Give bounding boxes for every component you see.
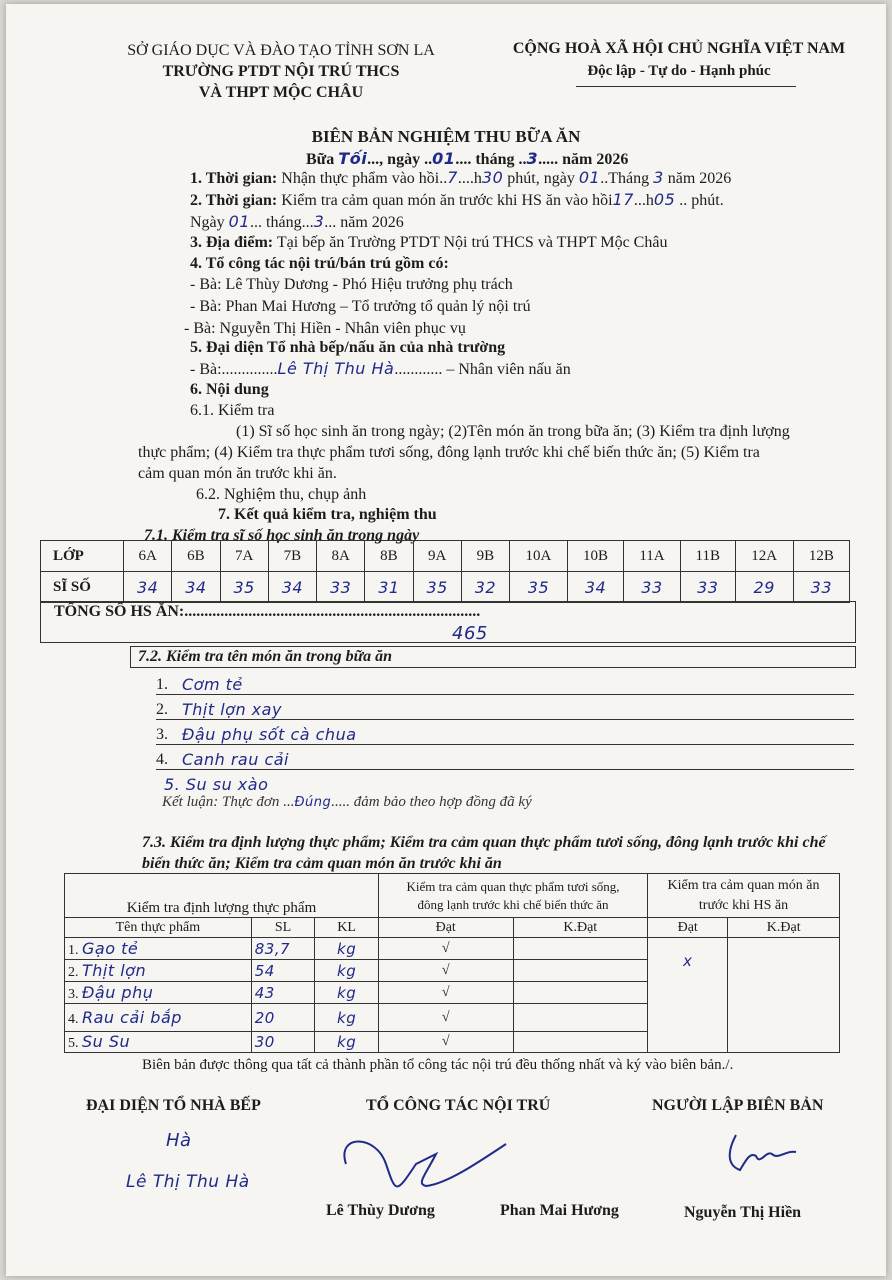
- row-number: 1.: [68, 942, 79, 958]
- org-line2: TRƯỜNG PTDT NỘI TRÚ THCS: [162, 63, 400, 80]
- food-pass: √: [378, 982, 513, 1004]
- hour-unit: h: [473, 170, 482, 187]
- class-cell: 8A: [317, 541, 365, 572]
- section-2-label: 2. Thời gian:: [190, 192, 278, 209]
- section-6-label: 6. Nội dung: [190, 381, 269, 398]
- class-count-table: [40, 540, 850, 603]
- section-1-label: 1. Thời gian:: [190, 170, 278, 187]
- food-kl: kg: [315, 982, 379, 1004]
- header-fail: K.Đạt: [513, 918, 648, 938]
- food-fail: [513, 960, 648, 982]
- signature-stroke: [730, 1135, 796, 1170]
- food-fail: [513, 938, 648, 960]
- dish-number: 3.: [156, 726, 168, 743]
- nation-line2: Độc lập - Tự do - Hạnh phúc: [587, 63, 771, 79]
- count-cell: 35: [413, 572, 461, 603]
- siso-header: SĨ SỐ: [41, 572, 124, 603]
- menu-conclusion: Kết luận: Thực đơn ...Đúng..... đảm bảo theo hợp đồng đã ký: [162, 794, 532, 810]
- class-cell: 10A: [510, 541, 568, 572]
- food-name: Rau cải bắp: [82, 1007, 182, 1027]
- food-row: [65, 938, 840, 960]
- day-value: 01: [432, 149, 456, 168]
- check-hour: 17: [612, 190, 634, 209]
- document-page: [6, 4, 886, 1276]
- section-1: 1. Thời gian: Nhận thực phẩm vào hồi..7....h30 phút, ngày 01..Tháng 3 năm 2026: [190, 168, 732, 187]
- section-4-label: 4. Tổ công tác nội trú/bán trú gồm có:: [190, 255, 449, 272]
- dish-line: [156, 694, 854, 695]
- food-kl: kg: [315, 960, 379, 982]
- count-cell: 35: [510, 572, 568, 603]
- class-cell: 6A: [124, 541, 172, 572]
- dish-number: 5.: [164, 775, 181, 794]
- dish-name: Thịt lợn xay: [182, 700, 282, 719]
- section-6-1: 6.1. Kiểm tra: [190, 402, 275, 419]
- receive-month: 3: [653, 168, 664, 187]
- receive-hour: 7: [447, 168, 458, 187]
- count-cell: 35: [220, 572, 268, 603]
- food-pass: √: [378, 1004, 513, 1032]
- food-name-cell: [65, 1032, 252, 1053]
- food-pass: √: [378, 938, 513, 960]
- section-1-text-c: phút, ngày: [507, 170, 575, 187]
- total-label-text: TỔNG SỐ HS ĂN:: [54, 603, 185, 620]
- signature-stroke: [344, 1142, 506, 1187]
- cooked-pass: x: [648, 938, 728, 1053]
- section-2-text: Kiểm tra cảm quan món ăn trước khi HS ăn vào hồi: [281, 192, 613, 209]
- section-7-3-line2: biến thức ăn; Kiểm tra cảm quan món ăn trước khi ăn: [142, 855, 502, 872]
- count-cell: 33: [317, 572, 365, 603]
- count-cell: 32: [461, 572, 509, 603]
- check-day: 01: [228, 212, 251, 231]
- header-cooked-line1: Kiểm tra cảm quan món ăn: [667, 877, 820, 893]
- food-name-cell: [65, 1004, 252, 1032]
- food-fail: [513, 1004, 648, 1032]
- section-2-date: Ngày 01... tháng...3... năm 2026: [190, 212, 404, 231]
- receive-day: 01: [578, 168, 601, 187]
- class-cell: 9B: [461, 541, 509, 572]
- count-cell: 34: [124, 572, 172, 603]
- row-number: 5.: [68, 1036, 79, 1051]
- food-kl: kg: [315, 1032, 379, 1053]
- dish-number: 1.: [156, 676, 168, 693]
- year-text: năm 2026: [562, 151, 629, 168]
- section-2: 2. Thời gian: Kiểm tra cảm quan món ăn trước khi HS ăn vào hồi17...h05 .. phút.: [190, 190, 724, 209]
- header-sl: SL: [251, 918, 315, 938]
- header-fail-2: K.Đạt: [728, 918, 840, 938]
- dish-line: [156, 769, 854, 770]
- food-sl: 43: [251, 982, 315, 1004]
- dish-number: 2.: [156, 701, 168, 718]
- food-pass: √: [378, 1032, 513, 1053]
- class-cell: 8B: [365, 541, 413, 572]
- class-cell: 7B: [268, 541, 316, 572]
- food-name: Đậu phụ: [82, 982, 154, 1002]
- board-title: TỔ CÔNG TÁC NỘI TRÚ: [366, 1097, 551, 1114]
- count-cell: 34: [268, 572, 316, 603]
- header-food-name: Tên thực phẩm: [65, 918, 252, 938]
- class-cell: 11A: [624, 541, 681, 572]
- class-row: [41, 541, 850, 572]
- count-cell: 34: [567, 572, 623, 603]
- dish-line: [156, 744, 854, 745]
- class-cell: 6B: [172, 541, 220, 572]
- dish-line: [156, 719, 854, 720]
- section-2-day-label: Ngày: [190, 214, 225, 231]
- section-3-label: 3. Địa điểm:: [190, 234, 274, 251]
- document-title: BIÊN BẢN NGHIỆM THU BỮA ĂN: [311, 127, 581, 146]
- class-cell: 7A: [220, 541, 268, 572]
- section-7-2-label: 7.2. Kiểm tra tên món ăn trong bữa ăn: [138, 648, 393, 665]
- writer-title: NGƯỜI LẬP BIÊN BẢN: [652, 1097, 824, 1114]
- count-cell: 31: [365, 572, 413, 603]
- food-pass: √: [378, 960, 513, 982]
- count-cell: 33: [680, 572, 735, 603]
- board-name-1: Lê Thùy Dương: [326, 1202, 435, 1219]
- header-pass: Đạt: [378, 918, 513, 938]
- writer-signature-graphic: [716, 1130, 806, 1180]
- row-number: 3.: [68, 986, 79, 1002]
- section-1-text: Nhận thực phẩm vào hồi: [281, 170, 440, 187]
- meal-value: Tối: [338, 149, 368, 168]
- header-pass-2: Đạt: [648, 918, 728, 938]
- section-3-text: Tại bếp ăn Trường PTDT Nội trú THCS và THPT Mộc Châu: [276, 234, 668, 251]
- total-value: 465: [452, 623, 488, 644]
- food-sl: 83,7: [251, 938, 315, 960]
- member-1: - Bà: Lê Thùy Dương - Phó Hiệu trưởng phụ trách: [190, 276, 513, 293]
- food-fail: [513, 982, 648, 1004]
- header-fresh-line1: Kiểm tra cảm quan thực phẩm tươi sống,: [406, 878, 620, 894]
- month-label: tháng: [475, 151, 515, 168]
- section-7-3-line1: 7.3. Kiểm tra định lượng thực phẩm; Kiểm tra cảm quan thực phẩm tươi sống, đông lạnh trước khi chế: [142, 834, 826, 851]
- kitchen-name-handwritten: Lê Thị Thu Hà: [126, 1172, 250, 1192]
- food-header-row-2: [65, 918, 840, 938]
- section-3: [190, 234, 667, 252]
- motto-underline: [576, 86, 796, 87]
- class-cell: 12B: [793, 541, 849, 572]
- section-7-1-label: 7.1. Kiểm tra sĩ số học sinh ăn trong ngày: [144, 527, 420, 544]
- count-cell: 33: [624, 572, 681, 603]
- dish-name: Đậu phụ sốt cà chua: [182, 725, 357, 744]
- section-5-prefix: - Bà:: [190, 361, 222, 378]
- meal-line: Bữa Tối..., ngày ..01.... tháng ..3..... năm 2026: [306, 149, 629, 168]
- conclusion-value: Đúng: [294, 795, 332, 810]
- nation-line1: CỘNG HOÀ XÃ HỘI CHỦ NGHĨA VIỆT NAM: [512, 40, 846, 57]
- count-cell: 29: [735, 572, 793, 603]
- section-7-label: 7. Kết quả kiểm tra, nghiệm thu: [218, 506, 437, 523]
- kitchen-title: ĐẠI DIỆN TỔ NHÀ BẾP: [86, 1097, 261, 1114]
- board-signature-graphic: [326, 1124, 526, 1204]
- class-cell: 10B: [567, 541, 623, 572]
- section-2-year: năm 2026: [340, 214, 404, 231]
- count-cell: 33: [793, 572, 849, 603]
- check-month: 3: [313, 212, 325, 231]
- org-line1: SỞ GIÁO DỤC VÀ ĐÀO TẠO TỈNH SƠN LA: [127, 42, 435, 59]
- food-sl: 54: [251, 960, 315, 982]
- food-kl: kg: [315, 1004, 379, 1032]
- section-1-text-d: Tháng: [608, 170, 650, 187]
- class-cell: 9A: [413, 541, 461, 572]
- food-header-row-1: [65, 874, 840, 918]
- total-label: TỔNG SỐ HS ĂN:..........................................................................: [54, 603, 481, 620]
- row-number: 2.: [68, 964, 79, 980]
- section-6-para3: cảm quan món ăn trước khi ăn.: [138, 465, 337, 482]
- count-cell: 34: [172, 572, 220, 603]
- header-fresh-line2: đông lạnh trước khi chế biến thức ăn: [417, 896, 609, 912]
- cooked-fail: [728, 938, 840, 1053]
- month-value: 3: [526, 149, 539, 168]
- food-check-table: [64, 873, 840, 1053]
- food-name-cell: [65, 982, 252, 1004]
- class-header: LỚP: [41, 541, 124, 572]
- dish-name: [164, 775, 268, 794]
- count-row: [41, 572, 850, 603]
- section-6-para2: thực phẩm; (4) Kiểm tra thực phẩm tươi sống, đông lạnh trước khi chế biến thức ăn; (5) Kiểm tra: [138, 444, 760, 461]
- receive-minute: 30: [481, 168, 504, 187]
- org-line3: VÀ THPT MỘC CHÂU: [198, 84, 364, 101]
- board-name-2: Phan Mai Hương: [500, 1202, 619, 1219]
- row-number: 4.: [68, 1011, 79, 1027]
- section-6-2: 6.2. Nghiệm thu, chụp ảnh: [196, 486, 367, 503]
- section-1-year: năm 2026: [667, 170, 732, 187]
- food-kl: kg: [315, 938, 379, 960]
- food-sl: 30: [251, 1032, 315, 1053]
- section-2-month-label: tháng: [266, 214, 302, 231]
- check-minute: 05: [653, 190, 676, 209]
- writer-name: Nguyễn Thị Hiền: [684, 1204, 802, 1221]
- dish-name-text: Su su xào: [185, 775, 269, 794]
- food-name: Su Su: [82, 1032, 131, 1051]
- conclusion-text: đảm bảo theo hợp đồng đã ký: [353, 794, 532, 810]
- header-quantity: Kiểm tra định lượng thực phẩm: [65, 874, 379, 918]
- conclusion-label: Kết luận: Thực đơn: [162, 794, 280, 810]
- meal-label: Bữa: [306, 151, 335, 168]
- header-cooked-line2: trước khi HS ăn: [698, 897, 789, 913]
- cook-name: Lê Thị Thu Hà: [277, 359, 395, 378]
- header-fresh-check: [378, 874, 647, 918]
- class-cell: 11B: [680, 541, 735, 572]
- food-fail: [513, 1032, 648, 1053]
- check-hour-unit: h: [645, 192, 654, 209]
- class-cell: 12A: [735, 541, 793, 572]
- section-2-text-c: .. phút.: [679, 192, 724, 209]
- section-6-para1: (1) Sĩ số học sinh ăn trong ngày; (2)Tên món ăn trong bữa ăn; (3) Kiểm tra định lượng: [236, 423, 790, 440]
- header-kl: KL: [315, 918, 379, 938]
- dish-name: Cơm tẻ: [182, 675, 243, 694]
- section-5-label: 5. Đại diện Tổ nhà bếp/nấu ăn của nhà trường: [190, 339, 506, 356]
- dish-number: 4.: [156, 751, 168, 768]
- member-2: - Bà: Phan Mai Hương – Tổ trưởng tổ quản lý nội trú: [190, 298, 531, 315]
- food-name: Gạo tẻ: [82, 938, 139, 958]
- section-5-suffix: – Nhân viên nấu ăn: [446, 361, 571, 378]
- dish-name: Canh rau cải: [182, 750, 289, 769]
- food-sl: 20: [251, 1004, 315, 1032]
- food-name-cell: [65, 960, 252, 982]
- header-cooked-check: [648, 874, 840, 918]
- day-label: ngày: [387, 151, 421, 168]
- closing-statement: Biên bản được thông qua tất cả thành phần tổ công tác nội trú đều thống nhất và ký vào biên bản./.: [142, 1057, 734, 1073]
- food-name-cell: [65, 938, 252, 960]
- kitchen-signature: Hà: [166, 1130, 192, 1151]
- food-name: Thịt lợn: [82, 960, 147, 980]
- section-5-line: - Bà:..............Lê Thị Thu Hà............ – Nhân viên nấu ăn: [190, 359, 571, 378]
- member-3: - Bà: Nguyễn Thị Hiền - Nhân viên phục vụ: [184, 320, 466, 337]
